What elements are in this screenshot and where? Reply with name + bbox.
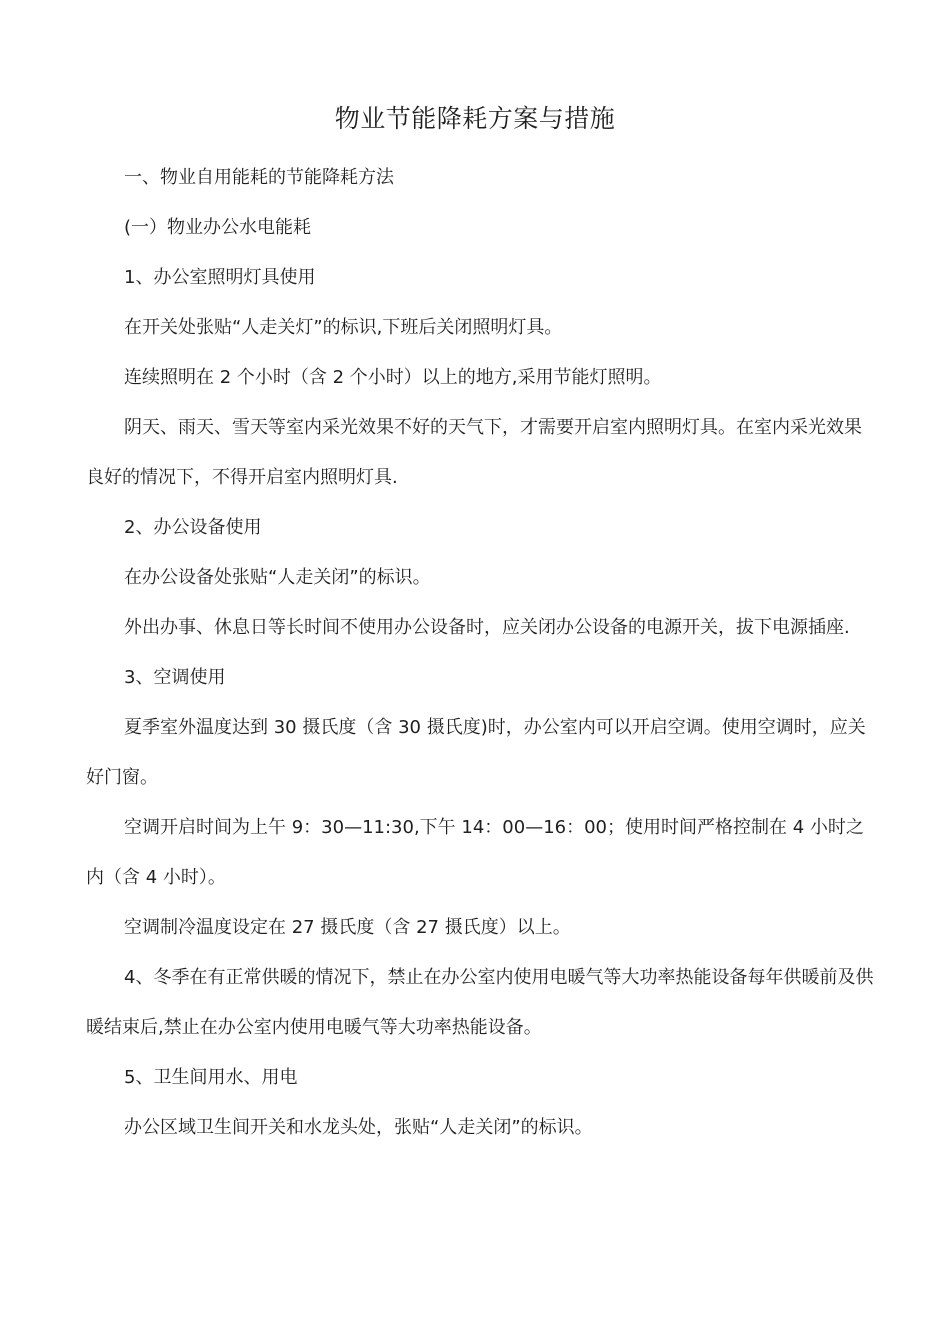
item-heading-office-equipment: 2、办公设备使用 <box>124 517 262 538</box>
paragraph-restroom-sign: 办公区域卫生间开关和水龙头处，张贴“人走关闭”的标识。 <box>124 1117 593 1138</box>
paragraph-lighting-energy-saving: 连续照明在 2 个小时（含 2 个小时）以上的地方,采用节能灯照明。 <box>124 367 662 388</box>
paragraph-lighting-sign: 在开关处张贴“人走关灯”的标识,下班后关闭照明灯具。 <box>124 317 563 338</box>
paragraph-ac-temperature-threshold: 夏季室外温度达到 30 摄氏度（含 30 摄氏度)时，办公室内可以开启空调。使用空调时，应关好门窗。 <box>86 717 866 788</box>
section-heading-1: 一、物业自用能耗的节能降耗方法 <box>124 167 394 188</box>
item-heading-restroom: 5、卫生间用水、用电 <box>124 1067 298 1088</box>
subsection-heading-1: (一）物业办公水电能耗 <box>124 217 312 238</box>
item-heading-air-conditioning: 3、空调使用 <box>124 667 226 688</box>
document-body <box>86 153 876 1153</box>
paragraph-equipment-sign: 在办公设备处张贴“人走关闭”的标识。 <box>124 567 431 588</box>
paragraph-ac-schedule: 空调开启时间为上午 9：30—11:30,下午 14：00—16：00；使用时间严格控制在 4 小时之内（含 4 小时）。 <box>86 817 864 888</box>
paragraph-equipment-power-off: 外出办事、休息日等长时间不使用办公设备时，应关闭办公设备的电源开关，拔下电源插座. <box>124 617 850 638</box>
paragraph-winter-heating: 4、冬季在有正常供暖的情况下，禁止在办公室内使用电暖气等大功率热能设备每年供暖前及供暖结束后,禁止在办公室内使用电暖气等大功率热能设备。 <box>86 967 874 1038</box>
document-title: 物业节能降耗方案与措施 <box>334 104 616 133</box>
item-heading-lighting: 1、办公室照明灯具使用 <box>124 267 316 288</box>
paragraph-ac-cooling-setpoint: 空调制冷温度设定在 27 摄氏度（含 27 摄氏度）以上。 <box>124 917 571 938</box>
paragraph-lighting-weather: 阴天、雨天、雪天等室内采光效果不好的天气下，才需要开启室内照明灯具。在室内采光效果良好的情况下，不得开启室内照明灯具. <box>86 417 862 488</box>
